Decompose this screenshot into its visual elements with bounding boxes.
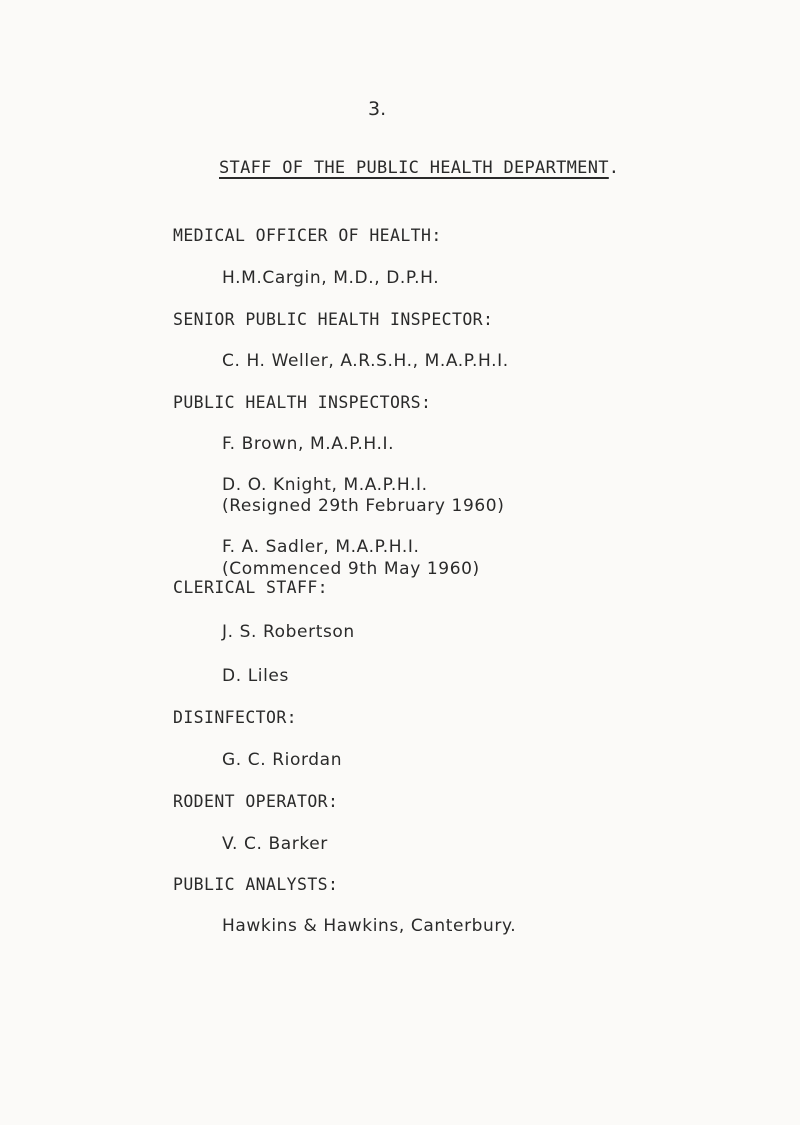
- public-analysts-name: Hawkins & Hawkins, Canterbury.: [222, 916, 517, 936]
- title-period: .: [608, 158, 620, 178]
- medical-officer-name: H.M.Cargin, M.D., D.P.H.: [222, 268, 440, 288]
- title-text: STAFF OF THE PUBLIC HEALTH DEPARTMENT: [219, 158, 609, 178]
- inspector-note: (Commenced 9th May 1960): [222, 559, 480, 579]
- document-title: [219, 158, 619, 178]
- rodent-operator-name: V. C. Barker: [222, 834, 328, 854]
- page-number: 3.: [368, 98, 387, 120]
- clerical-staff-name: J. S. Robertson: [222, 622, 355, 642]
- section-heading-inspectors: PUBLIC HEALTH INSPECTORS:: [173, 393, 432, 412]
- section-heading-clerical-staff: CLERICAL STAFF:: [173, 578, 329, 597]
- section-heading-rodent-operator: RODENT OPERATOR:: [173, 792, 339, 811]
- disinfector-name: G. C. Riordan: [222, 750, 343, 770]
- inspector-name: F. Brown, M.A.P.H.I.: [222, 434, 395, 454]
- inspector-name: F. A. Sadler, M.A.P.H.I.: [222, 537, 420, 557]
- senior-inspector-name: C. H. Weller, A.R.S.H., M.A.P.H.I.: [222, 351, 509, 371]
- clerical-staff-name: D. Liles: [222, 666, 289, 686]
- inspector-note: (Resigned 29th February 1960): [222, 496, 505, 516]
- inspector-name: D. O. Knight, M.A.P.H.I.: [222, 475, 428, 495]
- section-heading-medical-officer: MEDICAL OFFICER OF HEALTH:: [173, 226, 442, 245]
- section-heading-public-analysts: PUBLIC ANALYSTS:: [173, 875, 339, 894]
- section-heading-senior-inspector: SENIOR PUBLIC HEALTH INSPECTOR:: [173, 310, 494, 329]
- section-heading-disinfector: DISINFECTOR:: [173, 708, 298, 727]
